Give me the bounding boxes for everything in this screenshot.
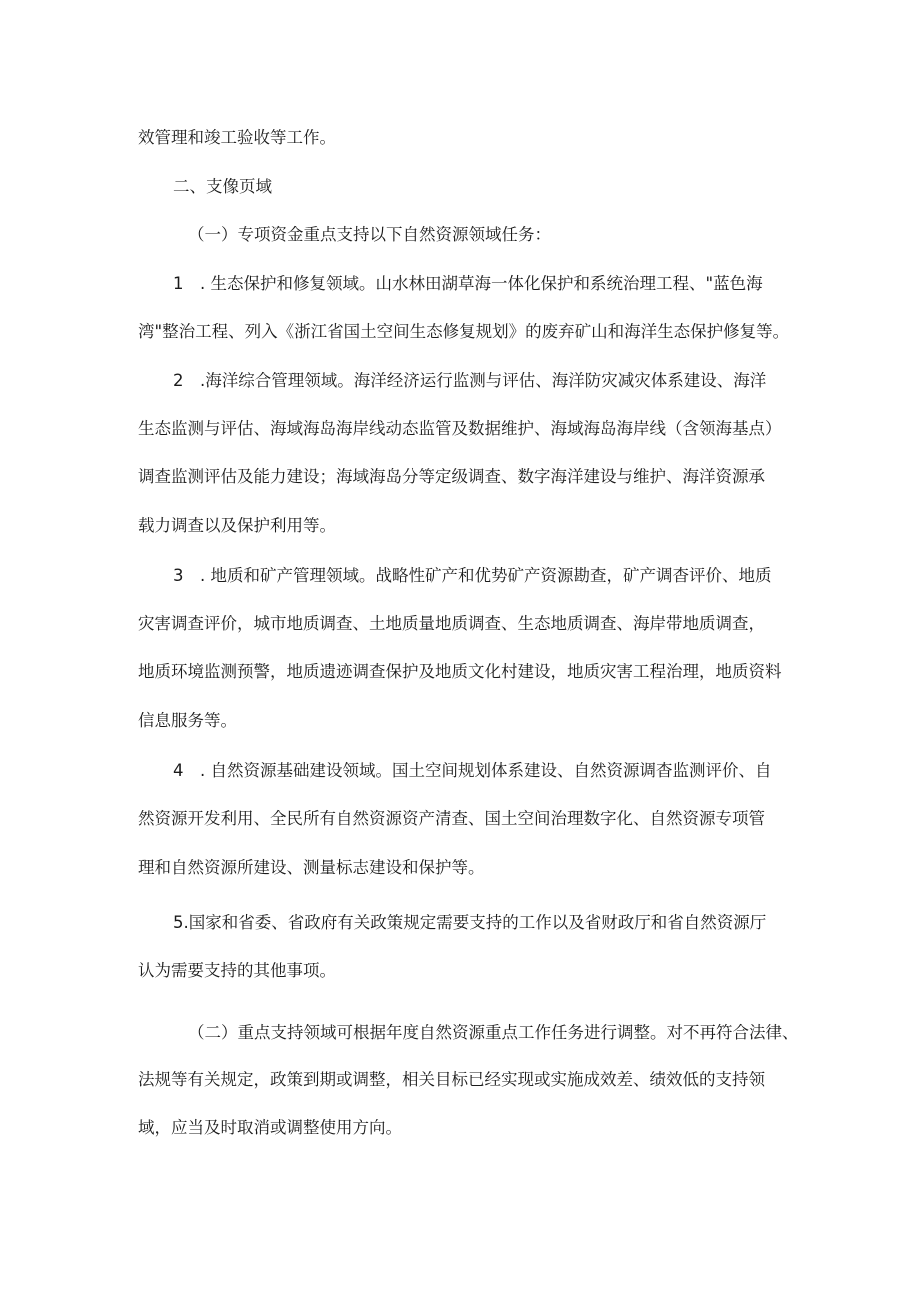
subsection-heading: （一）专项资金重点支持以下自然资源领域任务：: [188, 225, 551, 244]
list-item-3-line: 信息服务等。: [138, 711, 237, 730]
list-item-3-line: 灾害调查评价，城市地质调查、土地质量地质调查、生态地质调查、海岸带地质调查，: [138, 614, 765, 633]
list-item-4-line: 4 . 自然资源基础建设领域。国土空间规划体系建设、自然资源调杳监测评价、自: [173, 761, 772, 780]
section-heading: 二、支像页域: [173, 177, 272, 196]
list-item-3-line: 地质环境监测预警，地质遗迹调查保护及地质文化村建设，地质灾害工程治理，地质资料: [138, 662, 782, 681]
list-item-4-line: 然资源开发利用、全民所有自然资源资产清查、国土空间治理数字化、自然资源专项管: [138, 809, 765, 828]
list-item-1-line: 湾"整治工程、列入《浙江省国土空间生态修复规划》的废弃矿山和海洋生态保护修复等。: [138, 322, 790, 341]
list-item-2-line: 2 .海洋综合管理领域。海洋经济运行监测与评估、海洋防灾减灾体系建设、海洋: [173, 371, 767, 390]
paragraph-line: 效管理和竣工验收等工作。: [138, 128, 336, 147]
list-item-2-line: 调查监测评估及能力建设；海域海岛分等定级调查、数字海洋建设与维护、海洋资源承: [138, 467, 765, 486]
list-item-4-line: 理和自然资源所建设、测量标志建设和保护等。: [138, 858, 485, 877]
list-item-1-line: 1 . 生态保护和修复领域。山水林田湖草海一体化保护和系统治理工程、"蓝色海: [173, 274, 763, 293]
list-item-2-line: 载力调查以及保护利用等。: [138, 516, 336, 535]
subsection-paragraph-line: 法规等有关规定，政策到期或调整，相关目标已经实现或实施成效差、绩效低的支持领: [138, 1070, 765, 1089]
list-item-2-line: 生态监测与评估、海域海岛海岸线动态监管及数据维护、海域海岛海岸线（含领海基点）: [138, 419, 782, 438]
subsection-paragraph-line: （二）重点支持领域可根据年度自然资源重点工作任务进行调整。对不再符合法律、: [188, 1023, 799, 1042]
list-item-5-line: 5.国家和省委、省政府有关政策规定需要支持的工作以及省财政厅和省自然资源厅: [173, 913, 767, 932]
list-item-3-line: 3 . 地质和矿产管理领域。战略性矿产和优势矿产资源勘查，矿产调杳评价、地质: [173, 566, 772, 585]
subsection-paragraph-line: 域，应当及时取消或调整使用方向。: [138, 1118, 402, 1137]
list-item-5-line: 认为需要支持的其他事项。: [138, 961, 336, 980]
